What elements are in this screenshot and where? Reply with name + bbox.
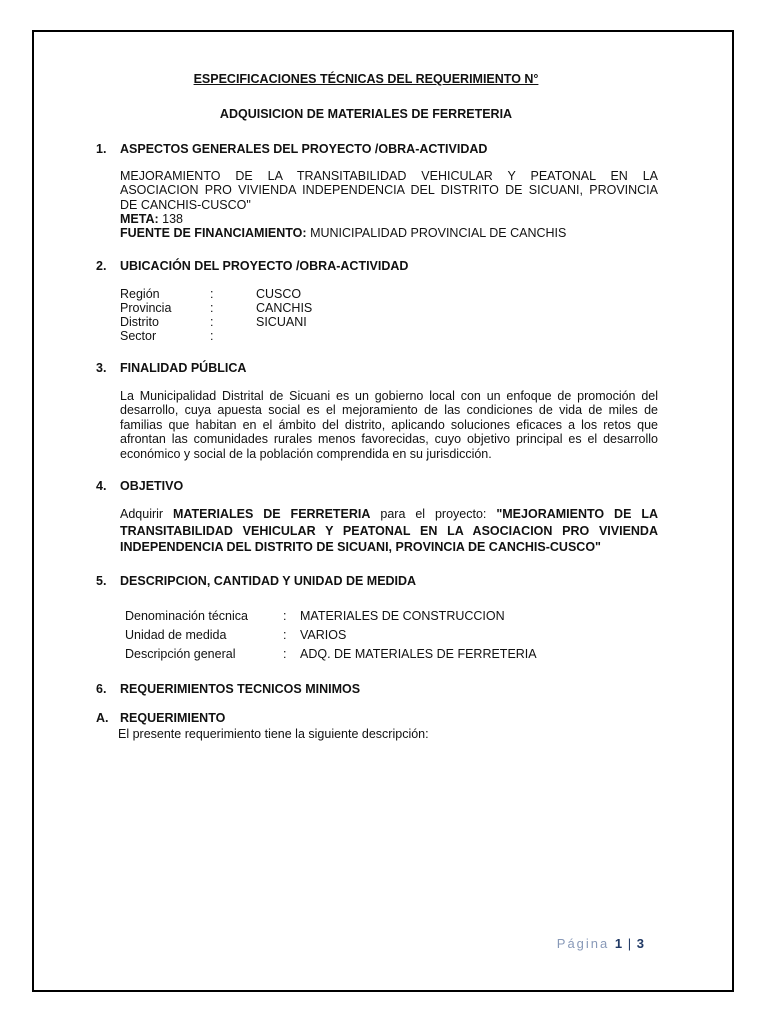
objective-project-2: TRANSITABILIDAD VEHICULAR Y PEATONAL EN LA ASOCIACION PRO VIVIENDA — [120, 523, 658, 538]
section-a-number: A. — [96, 711, 109, 725]
section-5-title: DESCRIPCION, CANTIDAD Y UNIDAD DE MEDIDA — [120, 574, 417, 588]
paragraph-line: económico y social de la población comprendida en su jurisdicción. — [120, 446, 492, 461]
section-6-number: 6. — [96, 682, 107, 696]
sector-sep: : — [210, 329, 214, 343]
page-separator: | — [627, 936, 632, 951]
objective-project-3: INDEPENDENCIA DEL DISTRITO DE SICUANI, PROVINCIA DE CANCHIS-CUSCO" — [120, 540, 601, 554]
section-5-number: 5. — [96, 574, 107, 588]
section-1-line: DE CANCHIS-CUSCO" — [120, 197, 251, 212]
paragraph-line: La Municipalidad Distrital de Sicuani es un gobierno local con un enfoque de promoción del — [120, 389, 658, 403]
region-label: Región — [120, 287, 160, 301]
meta-label: META: — [120, 212, 159, 226]
distrito-sep: : — [210, 315, 214, 329]
provincia-label: Provincia — [120, 301, 172, 315]
document-subtitle: ADQUISICION DE MATERIALES DE FERRETERIA — [219, 107, 513, 121]
section-1-line: MEJORAMIENTO DE LA TRANSITABILIDAD VEHICULAR Y PEATONAL EN LA — [120, 169, 658, 183]
fuente-label: FUENTE DE FINANCIAMIENTO: — [120, 226, 307, 240]
sector-label: Sector — [120, 329, 157, 343]
section-1-project-name — [120, 169, 658, 212]
meta-line — [120, 212, 183, 226]
section-4-number: 4. — [96, 479, 107, 493]
objective-intro: Adquirir — [120, 507, 164, 521]
unidad-label: Unidad de medida — [125, 628, 227, 642]
objective-project-1: "MEJORAMIENTO DE LA — [496, 507, 659, 521]
section-3-title: FINALIDAD PÚBLICA — [120, 361, 247, 375]
page-total: 3 — [636, 936, 644, 951]
region-sep: : — [210, 287, 214, 301]
section-4-objective — [120, 506, 658, 556]
denominacion-label: Denominación técnica — [125, 609, 248, 623]
distrito-value: SICUANI — [256, 315, 307, 329]
section-a-text: El presente requerimiento tiene la siguiente descripción: — [118, 727, 429, 741]
page-word: Página — [556, 936, 610, 951]
unidad-sep: : — [283, 628, 287, 642]
document-title: ESPECIFICACIONES TÉCNICAS DEL REQUERIMIENTO N° — [193, 72, 539, 86]
meta-value: 138 — [162, 212, 183, 226]
paragraph-line: afrontan las comunidades rurales menos favorecidas, cuyo objetivo principal es el desarrollo — [120, 432, 658, 447]
unidad-value: VARIOS — [300, 628, 347, 642]
descripcion-value: ADQ. DE MATERIALES DE FERRETERIA — [300, 647, 537, 661]
region-value: CUSCO — [256, 287, 302, 301]
provincia-value: CANCHIS — [256, 301, 313, 315]
denominacion-sep: : — [283, 609, 287, 623]
objective-item: MATERIALES DE FERRETERIA — [173, 507, 371, 521]
objective-line-1 — [120, 506, 658, 523]
section-4-title: OBJETIVO — [120, 479, 184, 493]
provincia-sep: : — [210, 301, 214, 315]
section-1-line: ASOCIACION PRO VIVIENDA INDEPENDENCIA DEL DISTRITO DE SICUANI, PROVINCIA — [120, 183, 658, 198]
paragraph-line: desarrollo, cuya apuesta social es el mejoramiento de las condiciones de vida de miles de — [120, 403, 658, 418]
section-3-paragraph — [120, 389, 658, 461]
section-a-title: REQUERIMIENTO — [120, 711, 226, 725]
section-3-number: 3. — [96, 361, 107, 375]
section-1-title: ASPECTOS GENERALES DEL PROYECTO /OBRA-ACTIVIDAD — [120, 142, 488, 156]
section-6-title: REQUERIMIENTOS TECNICOS MINIMOS — [120, 682, 361, 696]
section-2-number: 2. — [96, 259, 107, 273]
objective-para: para el proyecto: — [380, 507, 487, 521]
descripcion-label: Descripción general — [125, 647, 236, 661]
page-number-footer — [557, 936, 644, 951]
fuente-value: MUNICIPALIDAD PROVINCIAL DE CANCHIS — [310, 226, 567, 240]
descripcion-sep: : — [283, 647, 287, 661]
paragraph-line: familias que habitan en el ámbito del distrito, aplicando soluciones eficaces a los retos que — [120, 417, 658, 432]
page-current: 1 — [614, 936, 623, 951]
distrito-label: Distrito — [120, 315, 159, 329]
denominacion-value: MATERIALES DE CONSTRUCCION — [300, 609, 505, 623]
section-1-number: 1. — [96, 142, 107, 156]
fuente-line — [120, 226, 566, 240]
section-2-title: UBICACIÓN DEL PROYECTO /OBRA-ACTIVIDAD — [120, 259, 409, 273]
